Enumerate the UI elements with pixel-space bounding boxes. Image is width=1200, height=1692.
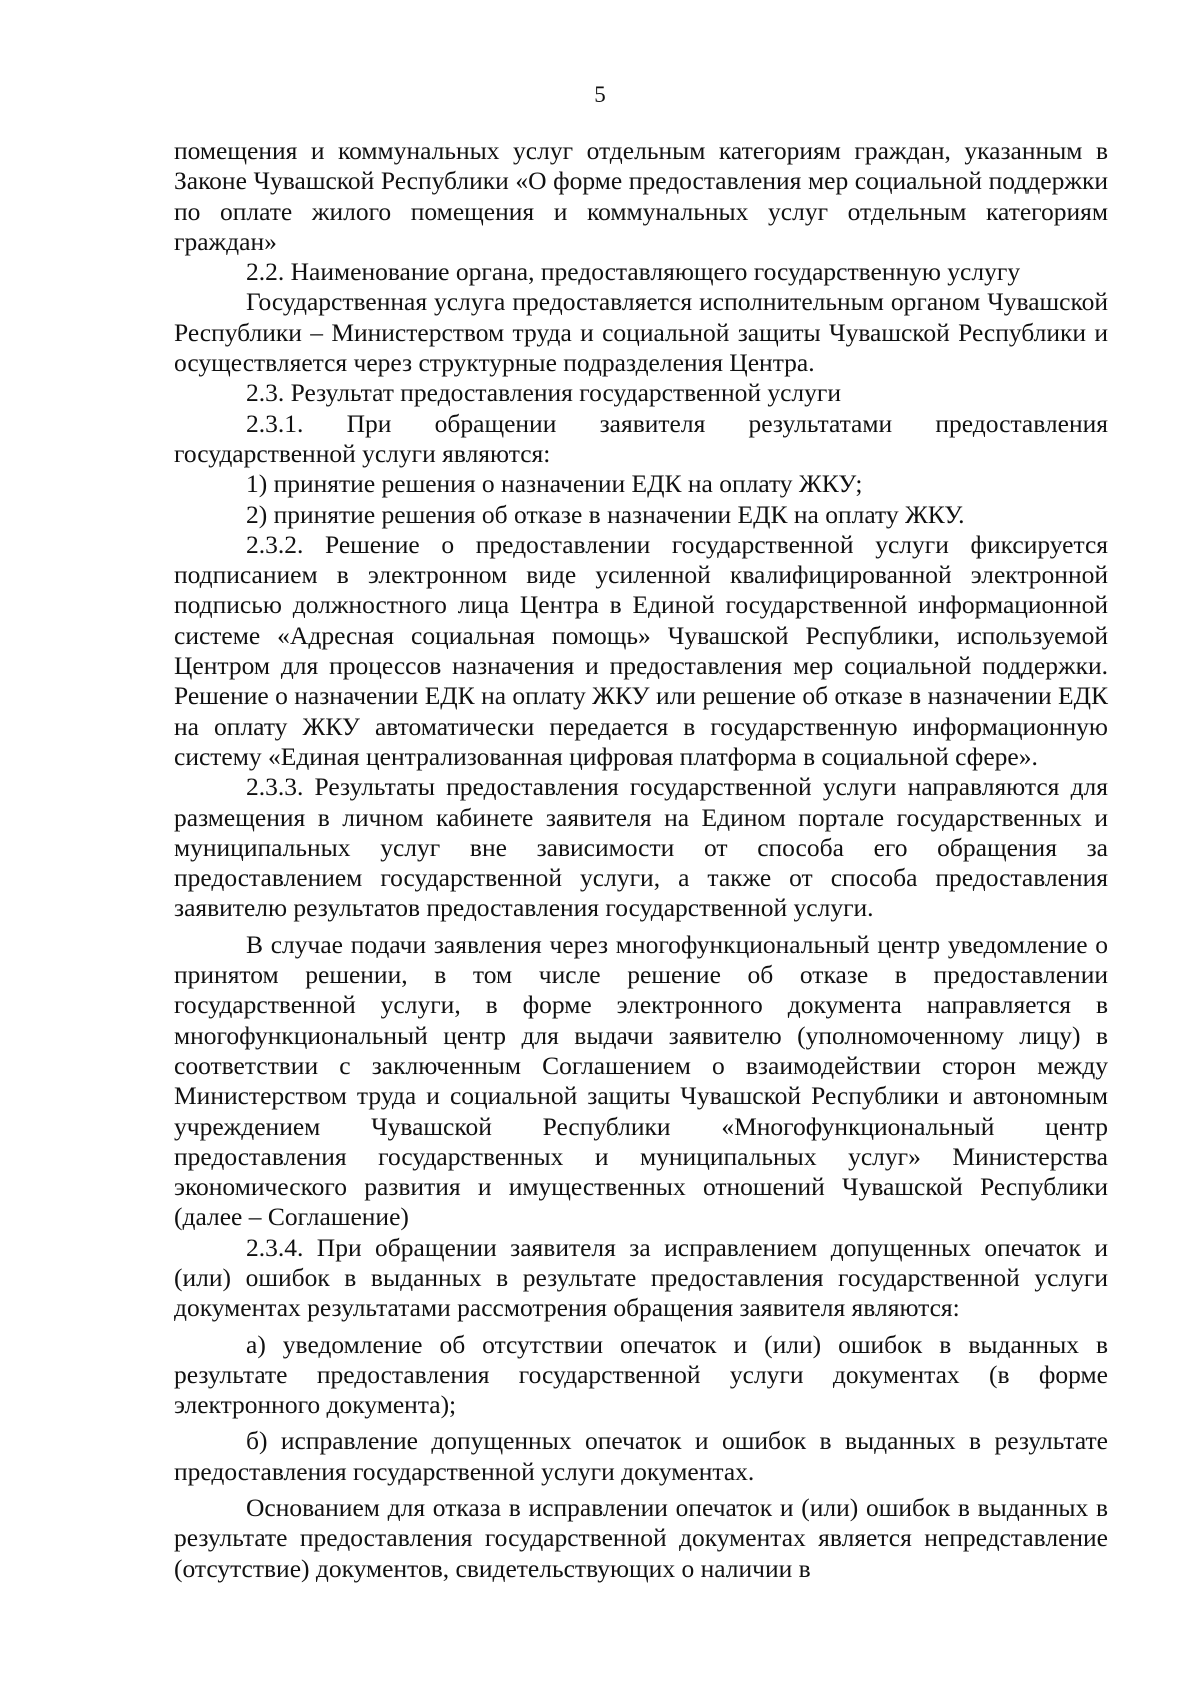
document-body: [174, 136, 1108, 1584]
paragraph-2-3-4: 2.3.4. При обращении заявителя за исправлением допущенных опечаток и (или) ошибок в выданных в результате предоставления государственной услуги документах результатами рассмотрения обращения заявителя являются:: [174, 1232, 1108, 1323]
paragraph-continuation: помещения и коммунальных услуг отдельным категориям граждан, указанным в Законе Чувашской Республики «О форме предоставления мер социальной поддержки по оплате жилого помещения и коммунальных услуг отдельным категориям граждан»: [174, 136, 1108, 256]
paragraph-mfc: В случае подачи заявления через многофункциональный центр уведомление о принятом решении, в том числе решение об отказе в предоставлении государственной услуги, в форме электронного документа направляется в многофункциональный центр для выдачи заявителю (уполномоченному лицу) в соответствии с заключенным Соглашением о взаимодействии сторон между Министерством труда и социальной защиты Чувашской Республики и автономным учреждением Чувашской Республики «Многофункциональный центр предоставления государственных и муниципальных услуг» Министерства экономического развития и имущественных отношений Чувашской Республики (далее – Соглашение): [174, 929, 1108, 1232]
paragraph: Государственная услуга предоставляется исполнительным органом Чувашской Республики – Министерством труда и социальной защиты Чувашской Республики и осуществляется через структурные подразделения Центра.: [174, 287, 1108, 378]
section-heading-2-2: 2.2. Наименование органа, предоставляющего государственную услугу: [246, 257, 1021, 287]
list-item-b: б) исправление допущенных опечаток и ошибок в выданных в результате предоставления государственной услуги документах.: [174, 1426, 1108, 1486]
list-item-1: 1) принятие решения о назначении ЕДК на оплату ЖКУ;: [246, 469, 863, 499]
page-number: 5: [594, 82, 606, 107]
paragraph-2-3-1: 2.3.1. При обращении заявителя результатами предоставления государственной услуги являются:: [174, 408, 1108, 468]
list-item-2: 2) принятие решения об отказе в назначении ЕДК на оплату ЖКУ.: [246, 499, 965, 529]
paragraph-2-3-2: 2.3.2. Решение о предоставлении государственной услуги фиксируется подписанием в электронном виде усиленной квалифицированной электронной подписью должностного лица Центра в Единой государственной информационной системе «Адресная социальная помощь» Чувашской Республики, используемой Центром для процессов назначения и предоставления мер социальной поддержки. Решение о назначении ЕДК на оплату ЖКУ или решение об отказе в назначении ЕДК на оплату ЖКУ автоматически передается в государственную информационную систему «Единая централизованная цифровая платформа в социальной сфере».: [174, 529, 1108, 771]
paragraph-refusal-grounds: Основанием для отказа в исправлении опечаток и (или) ошибок в выданных в результате предоставления государственной документах является непредставление (отсутствие) документов, свидетельствующих о наличии в: [174, 1493, 1108, 1583]
paragraph-2-3-3: 2.3.3. Результаты предоставления государственной услуги направляются для размещения в личном кабинете заявителя на Едином портале государственных и муниципальных услуг вне зависимости от способа его обращения за предоставлением государственной услуги, а также от способа предоставления заявителю результатов предоставления государственной услуги.: [174, 772, 1108, 923]
section-heading-2-3: 2.3. Результат предоставления государственной услуги: [246, 378, 842, 408]
list-item-a: а) уведомление об отсутствии опечаток и (или) ошибок в выданных в результате предоставления государственной услуги документах (в форме электронного документа);: [174, 1329, 1108, 1420]
